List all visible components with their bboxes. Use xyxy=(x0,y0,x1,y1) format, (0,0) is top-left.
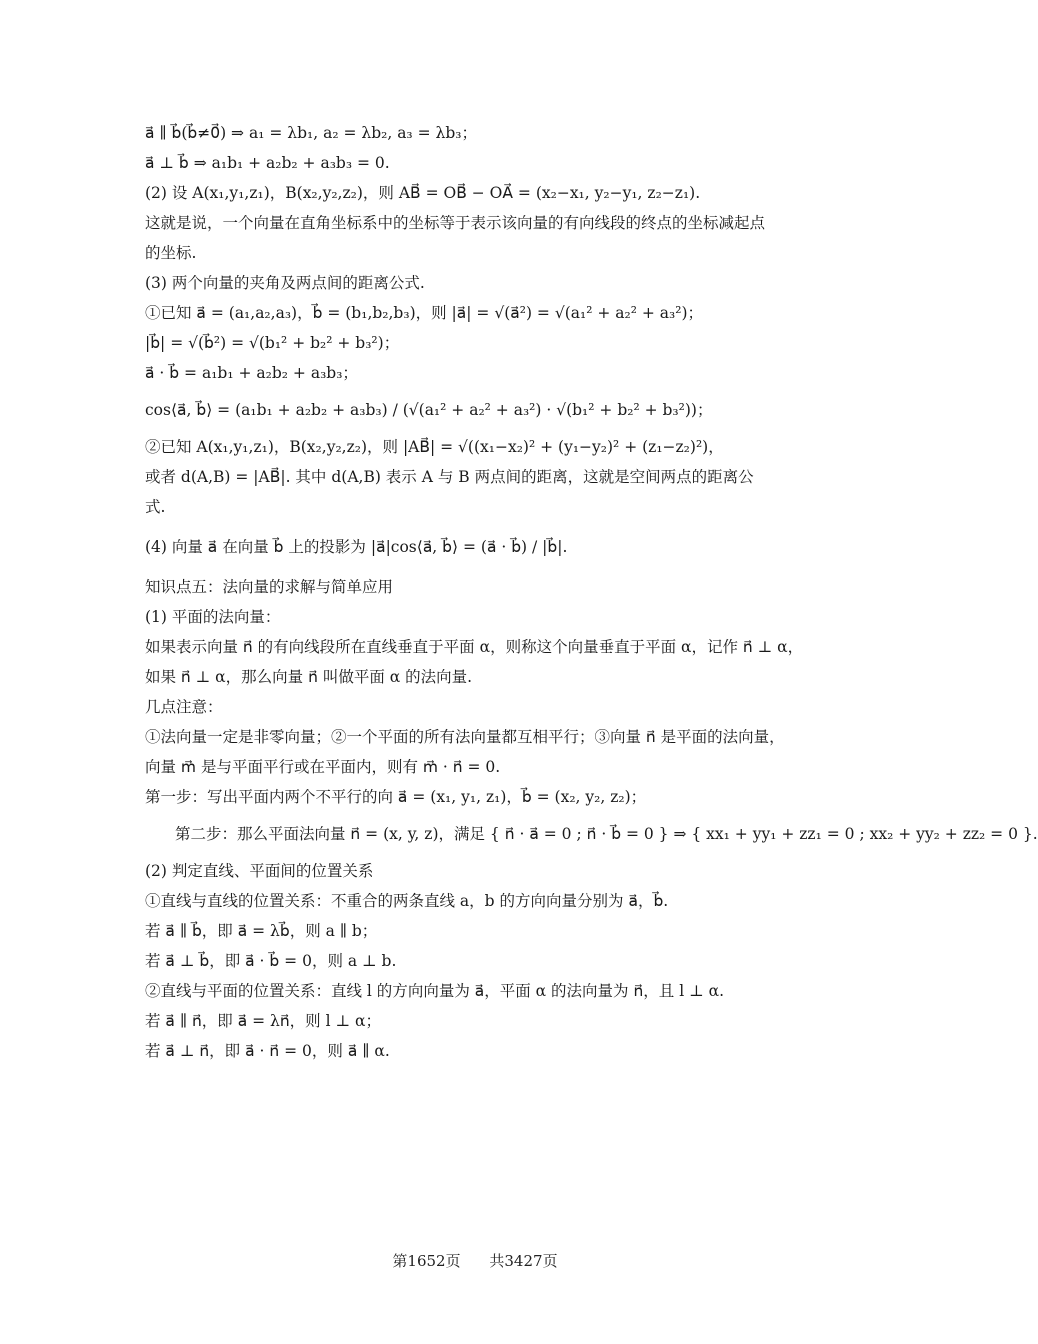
text-line: 的坐标. xyxy=(145,244,197,262)
text-line: a⃗ ⊥ b⃗ ⇒ a₁b₁ + a₂b₂ + a₃b₃ = 0. xyxy=(145,154,390,172)
formula-line: |b⃗| = √(b⃗²) = √(b₁² + b₂² + b₃²)； xyxy=(145,334,400,352)
total-pages: 共3427页 xyxy=(489,1252,558,1270)
section-heading: 知识点五：法向量的求解与简单应用 xyxy=(145,578,394,596)
text-line: ①直线与直线的位置关系：不重合的两条直线 a，b 的方向向量分别为 a⃗，b⃗. xyxy=(145,892,669,910)
section-heading: (1) 平面的法向量： xyxy=(145,608,281,626)
text-line: 几点注意： xyxy=(145,698,223,716)
document-body xyxy=(145,118,1038,1066)
text-line: 如果表示向量 n⃗ 的有向线段所在直线垂直于平面 α，则称这个向量垂直于平面 α，记作 n⃗ ⊥ α， xyxy=(145,638,804,656)
text-line: 第一步：写出平面内两个不平行的向 a⃗ = (x₁, y₁, z₁)，b⃗ = (x₂, y₂, z₂)； xyxy=(145,788,647,806)
text-line: 这就是说，一个向量在直角坐标系中的坐标等于表示该向量的有向线段的终点的坐标减起点 xyxy=(145,214,766,232)
formula-line: cos⟨a⃗, b⃗⟩ = (a₁b₁ + a₂b₂ + a₃b₃) / (√(a₁² + a₂² + a₃²) · √(b₁² + b₂² + b₃²))； xyxy=(145,401,713,419)
text-line: ②直线与平面的位置关系：直线 l 的方向向量为 a⃗，平面 α 的法向量为 n⃗，且 l ⊥ α. xyxy=(145,982,725,1000)
text-line: (2) 设 A(x₁,y₁,z₁)，B(x₂,y₂,z₂)，则 AB⃗ = OB⃗ − OA⃗ = (x₂−x₁, y₂−y₁, z₂−z₁). xyxy=(145,184,701,202)
text-line: 若 a⃗ ∥ b⃗，即 a⃗ = λb⃗，则 a ∥ b； xyxy=(145,922,378,940)
text-line: ①法向量一定是非零向量；②一个平面的所有法向量都互相平行；③向量 n⃗ 是平面的法向量， xyxy=(145,728,785,746)
text-line: 式. xyxy=(145,498,166,516)
formula-line: 第二步：那么平面法向量 n⃗ = (x, y, z)，满足 { n⃗ · a⃗ = 0 ; n⃗ · b⃗ = 0 } ⇒ { xx₁ + yy₁ + zz₁ = 0 ; xx₂ + yy₂ + zz₂ = 0 }. xyxy=(175,825,1038,843)
text-line: 或者 d(A,B) = |AB⃗|. 其中 d(A,B) 表示 A 与 B 两点间的距离，这就是空间两点的距离公 xyxy=(145,468,754,486)
text-line: 若 a⃗ ⊥ b⃗，即 a⃗ · b⃗ = 0，则 a ⊥ b. xyxy=(145,952,397,970)
text-line: a⃗ ∥ b⃗(b⃗≠0⃗) ⇒ a₁ = λb₁, a₂ = λb₂, a₃ = λb₃； xyxy=(145,124,477,142)
text-line: 若 a⃗ ⊥ n⃗，即 a⃗ · n⃗ = 0，则 a⃗ ∥ α. xyxy=(145,1042,390,1060)
section-heading: (2) 判定直线、平面间的位置关系 xyxy=(145,862,374,880)
text-line: 若 a⃗ ∥ n⃗，即 a⃗ = λn⃗，则 l ⊥ α； xyxy=(145,1012,381,1030)
page-number: 第1652页 xyxy=(392,1252,461,1270)
formula-line: ②已知 A(x₁,y₁,z₁)，B(x₂,y₂,z₂)，则 |AB⃗| = √((x₁−x₂)² + (y₁−y₂)² + (z₁−z₂)²)， xyxy=(145,438,724,456)
text-line: 如果 n⃗ ⊥ α，那么向量 n⃗ 叫做平面 α 的法向量. xyxy=(145,668,473,686)
formula-line: ①已知 a⃗ = (a₁,a₂,a₃)，b⃗ = (b₁,b₂,b₃)，则 |a⃗| = √(a⃗²) = √(a₁² + a₂² + a₃²)； xyxy=(145,304,704,322)
formula-line: a⃗ · b⃗ = a₁b₁ + a₂b₂ + a₃b₃； xyxy=(145,364,358,382)
section-heading: (3) 两个向量的夹角及两点间的距离公式. xyxy=(145,274,425,292)
text-line: 向量 m⃗ 是与平面平行或在平面内，则有 m⃗ · n⃗ = 0. xyxy=(145,758,501,776)
formula-line: (4) 向量 a⃗ 在向量 b⃗ 上的投影为 |a⃗|cos⟨a⃗, b⃗⟩ = (a⃗ · b⃗) / |b⃗|. xyxy=(145,538,568,556)
page-footer xyxy=(0,1250,950,1271)
